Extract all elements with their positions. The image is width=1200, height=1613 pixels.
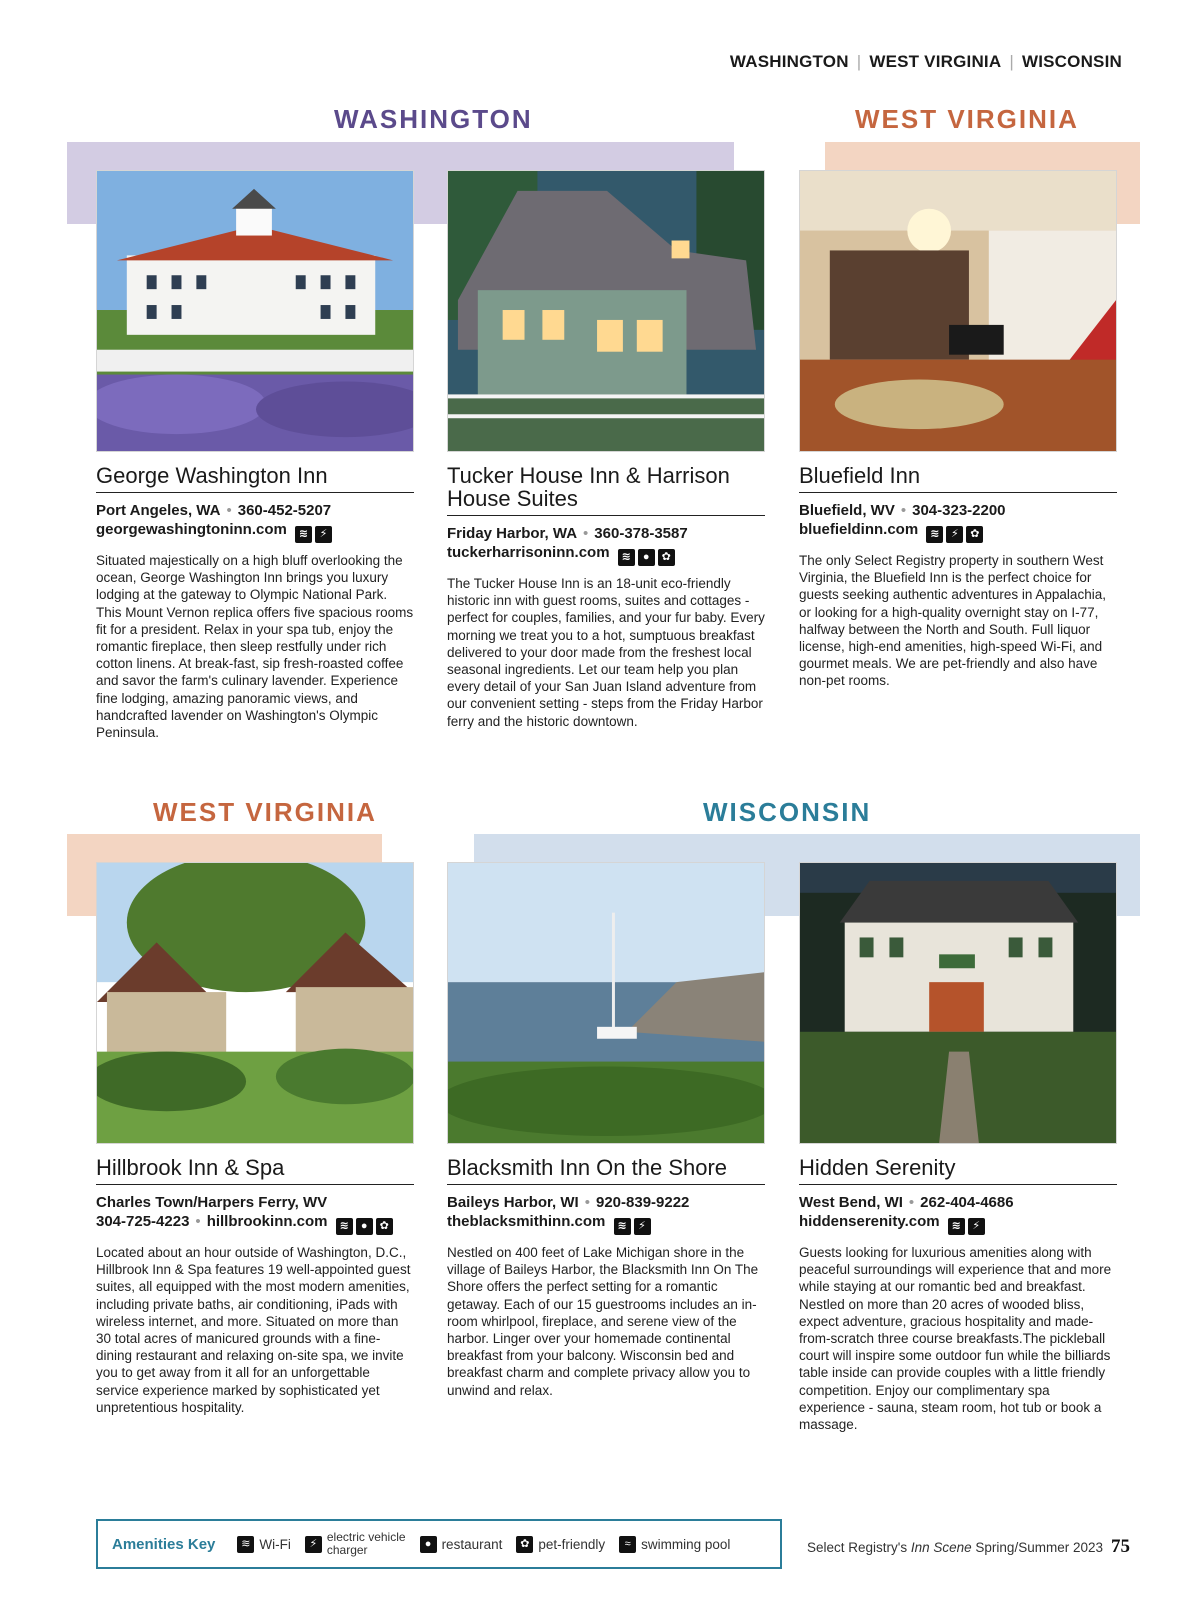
footer-issue: Spring/Summer 2023 xyxy=(975,1540,1103,1555)
pet-friendly-icon: ✿ xyxy=(966,526,983,543)
inn-description: The Tucker House Inn is an 18-unit eco-friendly historic inn with guest rooms, suites and cottages - perfect for couples, families, and your fur baby. Every morning we treat you to a hot, sumptuous breakfast delivered to your door made from the freshest local seasonal ingredients. Let our team help you plan every detail of your San Juan Island adventure from our convenient setting - steps from the Friday Harbor ferry and the historic downtown. xyxy=(447,576,765,729)
inn-card: George Washington Inn Port Angeles, WA • 360-452-5207 georgewashingtoninn.com ≋ ⚡ Situated majestically on a high bluff overlooking the ocean, George Washington Inn brings you luxury lodging at the gateway to Olympic National Park. This Mount Vernon replica offers five spacious rooms fit for a president. Relax in your spa tub, enjoy the romantic fireplace, then sleep restfully under rich cotton linens. At break-fast, sip fresh-roasted coffee and savor the farm's culinary lavender. Experience fine lodging, amazing panoramic views, and handcrafted lavender on Washington's Olympic Peninsula. xyxy=(96,463,414,741)
footer-prefix: Select Registry's xyxy=(806,1540,908,1555)
inn-name: George Washington Inn xyxy=(96,464,414,493)
amenities-key xyxy=(96,1519,782,1569)
inn-website[interactable]: theblacksmithinn.com xyxy=(447,1213,606,1230)
section-nav: WASHINGTON | WEST VIRGINIA | WISCONSIN xyxy=(729,52,1122,71)
inn-location: Port Angeles, WA xyxy=(96,502,221,519)
inn-location: Bluefield, WV xyxy=(799,502,895,519)
ev-charger-icon: ⚡ xyxy=(634,1218,651,1235)
inn-description: Situated majestically on a high bluff overlooking the ocean, George Washington Inn brings you luxury lodging at the gateway to Olympic National Park. This Mount Vernon replica offers five spacious rooms fit for a president. Relax in your spa tub, enjoy the romantic fireplace, then sleep restfully under rich cotton linens. At break-fast, sip fresh-roasted coffee and savor the farm's culinary lavender. Experience fine lodging, amazing panoramic views, and handcrafted lavender on Washington's Olympic Peninsula. xyxy=(96,553,414,741)
key-wifi-label: Wi-Fi xyxy=(259,1536,291,1552)
inn-location: Friday Harbor, WA xyxy=(447,525,578,542)
wifi-icon: ≋ xyxy=(614,1218,631,1235)
ev-charger-icon: ⚡ xyxy=(315,526,332,543)
amenities-key-title: Amenities Key xyxy=(112,1535,216,1553)
nav-washington: WASHINGTON xyxy=(729,52,849,71)
wifi-icon: ≋ xyxy=(926,526,943,543)
page-number: 75 xyxy=(1111,1536,1130,1557)
pet-friendly-icon: ✿ xyxy=(658,549,675,566)
ev-charger-icon: ⚡ xyxy=(946,526,963,543)
key-ev-label-2: charger xyxy=(326,1543,368,1557)
inn-website[interactable]: hiddenserenity.com xyxy=(799,1213,940,1230)
footer-magazine: Inn Scene xyxy=(910,1540,972,1555)
region-title-wisconsin: WISCONSIN xyxy=(703,797,872,827)
inn-location: Charles Town/Harpers Ferry, WV xyxy=(96,1194,328,1211)
inn-name: Hidden Serenity xyxy=(799,1156,1117,1185)
region-title-west-virginia-top: WEST VIRGINIA xyxy=(855,104,1079,134)
inn-description: The only Select Registry property in southern West Virginia, the Bluefield Inn is the perfect choice for guests seeking authentic adventures in Appalachia, or looking for a high-quality overnight stay on I-77, halfway between the North and South. Full liquor license, high-end amenities, high-speed Wi-Fi, and gourmet meals. We are pet-friendly and also have non-pet rooms. xyxy=(799,553,1106,689)
photo-bluefield-inn xyxy=(799,170,1117,452)
inn-name: Tucker House Inn & Harrison House Suites xyxy=(447,464,765,516)
inn-website[interactable]: bluefieldinn.com xyxy=(799,521,919,538)
inn-description: Guests looking for luxurious amenities along with peaceful surroundings will experience that and more while staying at our romantic bed and breakfast. Nestled on more than 20 acres of wooded bliss, expect adventure, gracious hospitality and made-from-scratch three course breakfasts.The pickleball court will inspire some outdoor fun while the billiards table inside can provide couples with a little friendly competition. Enjoy our complimentary spa experience - sauna, steam room, hot tub or book a massage. xyxy=(799,1245,1112,1433)
ev-charger-icon: ⚡ xyxy=(305,1536,322,1553)
photo-blacksmith-inn xyxy=(447,862,765,1144)
inn-location: Baileys Harbor, WI xyxy=(447,1194,579,1211)
inn-description: Located about an hour outside of Washington, D.C., Hillbrook Inn & Spa features 19 well-appointed guest suites, all equipped with the most modern amenities, including private baths, air conditioning, iPads with wireless internet, and more. Situated on more than 30 total acres of manicured grounds with a fine-dining restaurant and relaxing on-site spa, we invite you to get away from it all for an unforgettable service experience marked by sophisticated yet unpretentious hospitality. xyxy=(96,1245,411,1415)
inn-card: Hidden Serenity West Bend, WI • 262-404-4686 hiddenserenity.com ≋ ⚡ Guests looking for luxurious amenities along with peaceful surroundings will experience that and more while staying at our romantic bed and breakfast. Nestled on more than 20 acres of wooded bliss, expect adventure, gracious hospitality and made-from-scratch three course breakfasts.The pickleball court will inspire some outdoor fun while the billiards table inside can provide couples with a little friendly competition. Enjoy our complimentary spa experience - sauna, steam room, hot tub or book a massage. xyxy=(799,1156,1117,1433)
inn-name: Blacksmith Inn On the Shore xyxy=(447,1156,765,1185)
inn-card: Hillbrook Inn & Spa Charles Town/Harpers Ferry, WV 304-725-4223 • hillbrookinn.com ≋ ● ✿ Located about an hour outside of Washington, D.C., Hillbrook Inn & Spa features 19 well-appointed guest suites, all equipped with the most modern amenities, including private baths, air conditioning, iPads with wireless internet, and more. Situated on more than 30 total acres of manicured grounds with a fine-dining restaurant and relaxing on-site spa, we invite you to get away from it all for an unforgettable service experience marked by sophisticated yet unpretentious hospitality. xyxy=(96,1156,414,1416)
nav-wisconsin: WISCONSIN xyxy=(1021,52,1122,71)
photo-george-washington-inn xyxy=(96,170,414,452)
region-title-washington: WASHINGTON xyxy=(334,104,533,134)
wifi-icon: ≋ xyxy=(948,1218,965,1235)
inn-card: Blacksmith Inn On the Shore Baileys Harbor, WI • 920-839-9222 theblacksmithinn.com ≋ ⚡ Nestled on 400 feet of Lake Michigan shore in the village of Baileys Harbor, the Blacksmith Inn On The Shore offers the perfect setting for a romantic getaway. Each of our 15 guestrooms includes an in-room whirlpool, fireplace, and serene view of the harbor. Linger over your homemade continental breakfast from your balcony. Wisconsin bed and breakfast charm and complete privacy allow you to unwind and relax. xyxy=(447,1156,765,1399)
wifi-icon: ≋ xyxy=(336,1218,353,1235)
restaurant-icon: ● xyxy=(638,549,655,566)
wifi-icon: ≋ xyxy=(237,1536,254,1553)
ev-charger-icon: ⚡ xyxy=(968,1218,985,1235)
inn-card: Tucker House Inn & Harrison House Suites Friday Harbor, WA • 360-378-3587 tuckerharrisoninn.com ≋ ● ✿ The Tucker House Inn is an 18-unit eco-friendly historic inn with guest rooms, suites and cottages - perfect for couples, families, and your fur baby. Every morning we treat you to a hot, sumptuous breakfast delivered to your door made from the freshest local seasonal ingredients. Let our team help you plan every detail of your San Juan Island adventure from our convenient setting - steps from the Friday Harbor ferry and the historic downtown. xyxy=(447,463,765,729)
inn-phone[interactable]: 304-725-4223 xyxy=(96,1213,190,1230)
inn-name: Bluefield Inn xyxy=(799,464,1117,493)
photo-tucker-house-inn xyxy=(447,170,765,452)
photo-hillbrook-inn xyxy=(96,862,414,1144)
key-ev-label-1: electric vehicle xyxy=(326,1530,406,1544)
swimming-pool-icon: ≈ xyxy=(619,1536,636,1553)
inn-phone[interactable]: 262-404-4686 xyxy=(920,1194,1014,1211)
inn-description: Nestled on 400 feet of Lake Michigan shore in the village of Baileys Harbor, the Blacksmith Inn On The Shore offers the perfect setting for a romantic getaway. Each of our 15 guestrooms includes an in-room whirlpool, fireplace, and serene view of the harbor. Linger over your homemade continental breakfast from your balcony. Wisconsin bed and breakfast charm and complete privacy allow you to unwind and relax. xyxy=(447,1245,759,1398)
page-footer xyxy=(807,1536,1130,1558)
inn-card: Bluefield Inn Bluefield, WV • 304-323-2200 bluefieldinn.com ≋ ⚡ ✿ The only Select Registry property in southern West Virginia, the Bluefield Inn is the perfect choice for guests seeking authentic adventures in Appalachia, or looking for a high-quality overnight stay on I-77, halfway between the North and South. Full liquor license, high-end amenities, high-speed Wi-Fi, and gourmet meals. We are pet-friendly and also have non-pet rooms. xyxy=(799,464,1117,690)
region-title-west-virginia-bottom: WEST VIRGINIA xyxy=(153,797,377,827)
pet-friendly-icon: ✿ xyxy=(376,1218,393,1235)
restaurant-icon: ● xyxy=(420,1536,437,1553)
restaurant-icon: ● xyxy=(356,1218,373,1235)
pet-friendly-icon: ✿ xyxy=(516,1536,533,1553)
inn-website[interactable]: georgewashingtoninn.com xyxy=(96,521,287,538)
nav-west-virginia: WEST VIRGINIA xyxy=(869,52,1002,71)
key-restaurant-label: restaurant xyxy=(441,1536,503,1552)
photo-hidden-serenity xyxy=(799,862,1117,1144)
inn-website[interactable]: tuckerharrisoninn.com xyxy=(447,544,610,561)
wifi-icon: ≋ xyxy=(295,526,312,543)
inn-phone[interactable]: 360-378-3587 xyxy=(594,525,688,542)
inn-phone[interactable]: 360-452-5207 xyxy=(237,502,332,519)
inn-location: West Bend, WI xyxy=(799,1194,903,1211)
inn-phone[interactable]: 304-323-2200 xyxy=(912,502,1006,519)
key-pool-label: swimming pool xyxy=(641,1536,731,1552)
inn-name: Hillbrook Inn & Spa xyxy=(96,1156,414,1185)
wifi-icon: ≋ xyxy=(618,549,635,566)
inn-phone[interactable]: 920-839-9222 xyxy=(595,1194,690,1211)
inn-website[interactable]: hillbrookinn.com xyxy=(206,1213,328,1230)
key-pet-label: pet-friendly xyxy=(538,1536,606,1552)
